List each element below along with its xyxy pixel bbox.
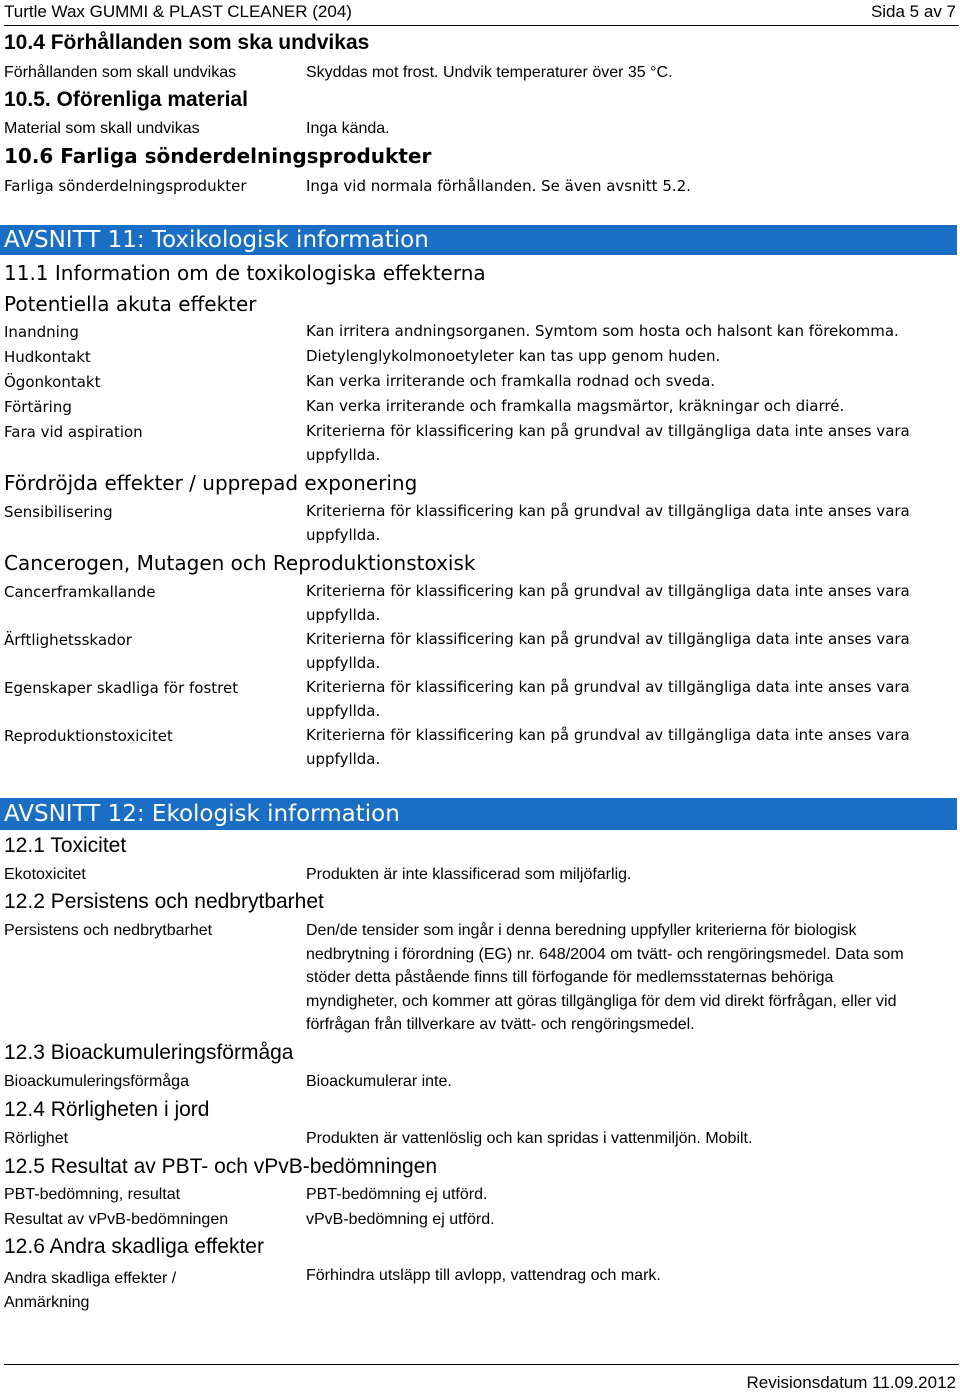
heading-11-1: 11.1 Information om de toxikologiska effekterna [4,261,486,285]
heading-cmr: Cancerogen, Mutagen och Reproduktionstoxisk [4,551,476,575]
value-sensitisation: Kriterierna för klassificering kan på grundval av tillgängliga data inte anses vara uppfyllda. [306,502,910,544]
label-carcinogenicity: Cancerframkallande [4,583,156,601]
value-pbt: PBT-bedömning ej utförd. [306,1186,488,1203]
heading-10-4: 10.4 Förhållanden som ska undvikas [4,31,370,54]
label-vpvb: Resultat av vPvB-bedömningen [4,1211,229,1228]
value-aspiration: Kriterierna för klassificering kan på grundval av tillgängliga data inte anses vara uppfyllda. [306,422,910,464]
heading-12-1: 12.1 Toxicitet [4,834,127,857]
label-conditions-avoid: Förhållanden som skall undvikas [4,64,237,81]
header-rule [4,25,959,26]
label-fetal-harm: Egenskaper skadliga för fostret [4,679,239,697]
value-ecotoxicity: Produkten är inte klassificerad som miljöfarlig. [306,866,632,883]
label-aspiration: Fara vid aspiration [4,423,143,441]
label-persistence: Persistens och nedbrytbarhet [4,922,213,939]
heading-10-6: 10.6 Farliga sönderdelningsprodukter [4,144,432,168]
value-mutagenicity: Kriterierna för klassificering kan på grundval av tillgängliga data inte anses vara uppfyllda. [306,630,910,672]
value-incompatible-materials: Inga kända. [306,120,390,137]
label-bioaccumulation: Bioackumuleringsförmåga [4,1073,189,1090]
label-mutagenicity: Ärftlighetsskador [4,631,132,649]
value-conditions-avoid: Skyddas mot frost. Undvik temperaturer över 35 °C. [306,64,673,81]
value-ingestion: Kan verka irriterande och framkalla magsmärtor, kräkningar och diarré. [306,397,845,415]
heading-delayed-effects: Fördröjda effekter / upprepad exponering [4,471,418,495]
label-reproductive-toxicity: Reproduktionstoxicitet [4,727,173,745]
label-decomposition-products: Farliga sönderdelningsprodukter [4,177,247,195]
heading-12-3: 12.3 Bioackumuleringsförmåga [4,1041,294,1064]
value-fetal-harm: Kriterierna för klassificering kan på grundval av tillgängliga data inte anses vara uppfyllda. [306,678,910,720]
label-other-effects: Andra skadliga effekter / Anmärkning [4,1270,177,1311]
footer-rule [4,1364,959,1365]
label-ecotoxicity: Ekotoxicitet [4,866,86,883]
value-reproductive-toxicity: Kriterierna för klassificering kan på grundval av tillgängliga data inte anses vara uppfyllda. [306,726,910,768]
value-skin-contact: Dietylenglykolmonoetyleter kan tas upp genom huden. [306,347,721,365]
value-decomposition-products: Inga vid normala förhållanden. Se även avsnitt 5.2. [306,177,691,195]
page-number: Sida 5 av 7 [870,2,956,21]
section-11-band: AVSNITT 11: Toxikologisk information [0,225,957,255]
document-title: Turtle Wax GUMMI & PLAST CLEANER (204) [4,2,352,21]
value-eye-contact: Kan verka irriterande och framkalla rodnad och sveda. [306,372,716,390]
label-ingestion: Förtäring [4,398,72,416]
label-mobility: Rörlighet [4,1130,69,1147]
value-bioaccumulation: Bioackumulerar inte. [306,1073,452,1090]
value-carcinogenicity: Kriterierna för klassificering kan på grundval av tillgängliga data inte anses vara uppfyllda. [306,582,910,624]
value-inhalation: Kan irritera andningsorganen. Symtom som hosta och halsont kan förekomma. [306,322,899,340]
heading-acute-effects: Potentiella akuta effekter [4,292,257,316]
revision-date: Revisionsdatum 11.09.2012 [746,1373,956,1392]
heading-12-4: 12.4 Rörligheten i jord [4,1098,210,1121]
heading-12-5: 12.5 Resultat av PBT- och vPvB-bedömningen [4,1155,438,1178]
label-eye-contact: Ögonkontakt [4,373,101,391]
heading-10-5: 10.5. Oförenliga material [4,88,248,111]
section-12-band: AVSNITT 12: Ekologisk information [0,798,957,830]
value-other-effects: Förhindra utsläpp till avlopp, vattendrag och mark. [306,1267,661,1284]
value-vpvb: vPvB-bedömning ej utförd. [306,1211,495,1228]
value-mobility: Produkten är vattenlöslig och kan spridas i vattenmiljön. Mobilt. [306,1130,753,1147]
label-incompatible-materials: Material som skall undvikas [4,120,200,137]
label-sensitisation: Sensibilisering [4,503,113,521]
label-pbt: PBT-bedömning, resultat [4,1186,181,1203]
heading-12-2: 12.2 Persistens och nedbrytbarhet [4,890,324,913]
label-inhalation: Inandning [4,323,79,341]
label-skin-contact: Hudkontakt [4,348,91,366]
heading-12-6: 12.6 Andra skadliga effekter [4,1235,264,1258]
value-persistence: Den/de tensider som ingår i denna beredning uppfyller kriterierna för biologisk nedbrytning i förordning (EG) nr. 648/2004 om tvätt- och rengöringsmedel. Data som stöder detta påstående finns till förfogande för medlemsstaternas behöriga myndigheter, och kommer att göras tillgängliga för dem vid direkt förfrågan, eller vid förfrågan från tillverkare av tvätt- och rengöringsmedel. [306,922,904,1033]
